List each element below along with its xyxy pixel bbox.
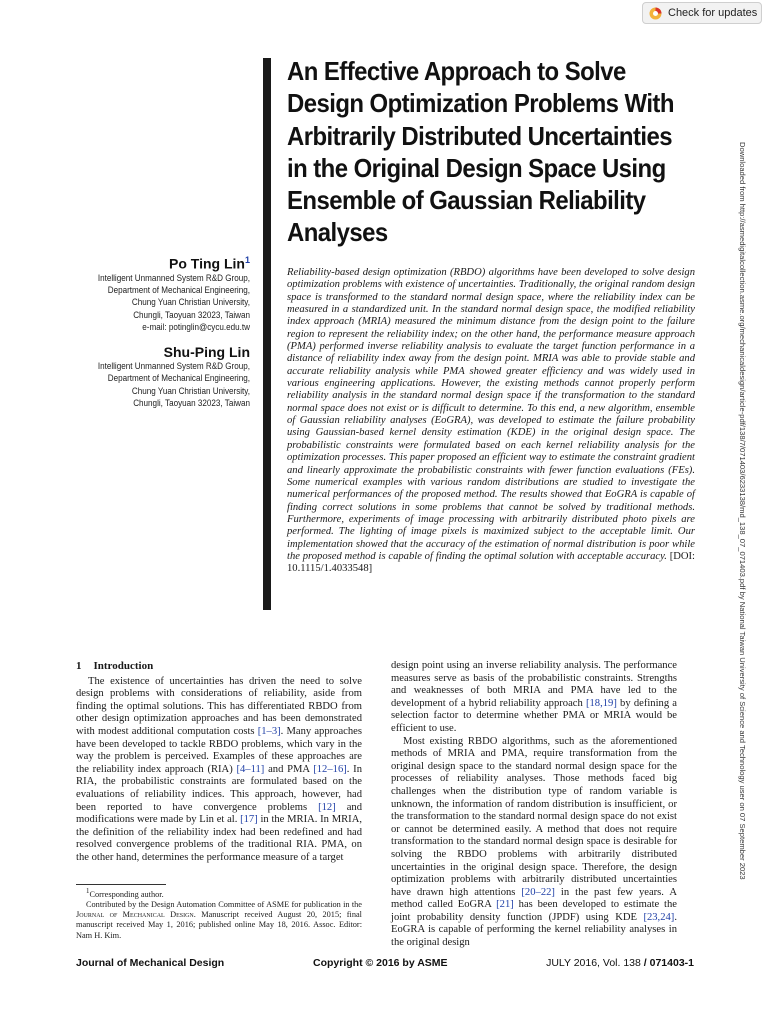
paper-title: An Effective Approach to Solve Design Optimization Problems With Arbitrarily Distributed Uncertainties in the Original Design Space Using Ensemble of Gaussian Reliability Analyses xyxy=(287,56,674,248)
author-block xyxy=(50,344,250,409)
check-for-updates-label: Check for updates xyxy=(668,7,758,19)
footer-journal: Journal of Mechanical Design xyxy=(76,957,225,969)
paragraph: The existence of uncertainties has driven the need to solve design problems with considerations of reliability, aside from finding the optimal solutions. This has differentiated RBDO from other design optimization approaches and has been demonstrated with modest additional computation costs [1–3]. Many approaches have been developed to tackle RBDO problems, which vary in the way the problem is perceived. Examples of these approaches are the reliability index approach (RIA) [4–11] and PMA [12–16]. In RIA, the probabilistic constraints are formulated based on the evaluations of reliability indices. This approach, however, had been reported to have convergence problems [12] and modifications were made by Lin et al. [17] in the MRIA. In MRIA, the definition of the reliability index had been redefined and had resolved convergence problems of the traditional RIA. PMA, on the other hand, determines the performance measure of a target xyxy=(76,675,363,863)
author-block xyxy=(50,255,250,333)
footnote: $^1$Corresponding author. xyxy=(86,888,164,899)
citation-link[interactable]: [18,19] xyxy=(585,697,617,709)
download-watermark: Downloaded from http://asmedigitalcollection.asme.org/mechanicaldesign/article-pdf/138/7/071403/6233138/md_138_07_071403.pdf by National Taiwan University of Science and Technology user on 07 September 2023 xyxy=(738,142,747,880)
section-heading: 1 Introduction xyxy=(76,660,154,672)
author-email[interactable]: e-mail: potinglin@cycu.edu.tw xyxy=(142,321,250,332)
right-column xyxy=(391,660,677,950)
citation-link[interactable]: [4–11] xyxy=(236,763,265,775)
title-accent-bar xyxy=(263,58,271,610)
citation-link[interactable]: [21] xyxy=(496,899,514,911)
citation-link[interactable]: [17] xyxy=(240,814,258,826)
abstract: Reliability-based design optimization (RBDO) algorithms have been developed to solve design optimization problems with existence of uncertainties. Traditionally, the original random design space is transformed to the standard normal design space, where the reliability index can be measured in a standardized unit. In the standard normal design space, the modified reliability index approach (MRIA) measured the minimum distance from the design point to the failure region to represent the reliability index; on the other hand, the performance measure approach (PMA) performed inverse reliability analysis to evaluate the target function performance in a distance of reliability index away from the design point. MRIA was able to provide stable and accurate reliability analysis while PMA showed greater efficiency and was widely used in various engineering applications. However, the existing methods cannot properly perform reliability analysis in the standard normal design space if the transformation to the standard normal space does not exist or is difficult to determine. To this end, a new algorithm, ensemble of Gaussian reliability analyses (EoGRA), was developed to estimate the failure probability using Gaussian-based kernel density estimation (KDE) in the original design space. The probabilistic constraints were formulated based on each kernel reliability analysis for the optimization processes. This paper proposed an efficient way to estimate the constraint gradient and linearly approximate the probabilistic constraints with fewer function evaluations (FEs). Some numerical examples with various random distributions are studied to investigate the numerical performances of the proposed method. The results showed that EoGRA is capable of finding correct solutions in some problems that cannot be solved by traditional methods. Furthermore, experiments of image processing with arbitrarily distributed photo pixels are performed. The lighting of image pixels is maximized subject to the acceptable limit. Our implementation showed that the accuracy of the estimation of normal distribution is poor while the proposed method is capable of finding the optimal solution with acceptable accuracy. [DOI: 10.1115/1.4033548] xyxy=(287,267,696,575)
paragraph: design point using an inverse reliability analysis. The performance measures serve as basis of the probabilistic constraints. Strengths and weaknesses of both MRIA and PMA have led to the development of a hybrid reliability approach [18,19] by defining a selection factor to determine whether PMA or MRIA would be efficient to use. xyxy=(391,660,677,734)
footer-copyright: Copyright © 2016 by ASME xyxy=(313,957,448,969)
corresponding-author-mark[interactable]: 1 xyxy=(244,255,250,265)
footnote: Contributed by the Design Automation Committee of ASME for publication in the Journal of Mechanical Design. Manuscript received August 20, 2015; final manuscript received May 1, 2016; published online May 18, 2016. Assoc. Editor: Nam H. Kim. xyxy=(76,899,362,940)
author-list xyxy=(50,255,250,409)
citation-link[interactable]: [20–22] xyxy=(521,886,555,898)
citation-link[interactable]: [23,24] xyxy=(643,911,675,923)
page-footer xyxy=(76,957,694,971)
citation-link[interactable]: [1–3] xyxy=(257,725,281,737)
left-column xyxy=(76,660,362,865)
doi[interactable]: [DOI: 10.1115/1.4033548] xyxy=(287,550,696,575)
citation-link[interactable]: [12] xyxy=(318,801,336,813)
crossmark-icon xyxy=(649,7,662,20)
check-for-updates-button[interactable] xyxy=(642,2,762,24)
author-name: Shu-Ping Lin xyxy=(163,344,250,361)
author-name: Po Ting Lin$^1$ xyxy=(169,255,250,272)
citation-link[interactable]: [12–16] xyxy=(313,763,347,775)
article-number: 071403-1 xyxy=(649,957,694,969)
footnote-divider xyxy=(76,884,166,885)
author-affiliation: Intelligent Unmanned System R&D Group, Department of Mechanical Engineering, Chung Yuan Christian University, Chungli, Taoyuan 32023, Taiwan e-mail: potinglin@cycu.edu.tw xyxy=(70,272,250,333)
footer-issue: JULY 2016, Vol. 138 / 071403-1 xyxy=(546,957,694,969)
paragraph: Most existing RBDO algorithms, such as the aforementioned methods of MRIA and PMA, require transformation from the original design space to the standard normal design space for the processes of reliability analyses. Those methods faced big challenges when the distribution type of random variable is unknown, the information of random distribution is insufficient, or the transformation to the standard normal design space do not exist or cannot be determined easily. A method that does not require transformation to the standard normal design space is desirable for solving the RBDO problems with arbitrarily distributed uncertainties in the original design space. Therefore, the design optimization problems with arbitrarily distributed uncertainties have drawn high attentions [20–22] in the past few years. A method called EoGRA [21] has been developed to estimate the joint probability density function (JPDF) using KDE [23,24]. EoGRA is capable of performing the kernel reliability analyses in the original design xyxy=(391,735,678,949)
author-affiliation: Intelligent Unmanned System R&D Group, Department of Mechanical Engineering, Chung Yuan Christian University, Chungli, Taoyuan 32023, Taiwan xyxy=(97,361,250,409)
footnotes xyxy=(76,887,362,941)
